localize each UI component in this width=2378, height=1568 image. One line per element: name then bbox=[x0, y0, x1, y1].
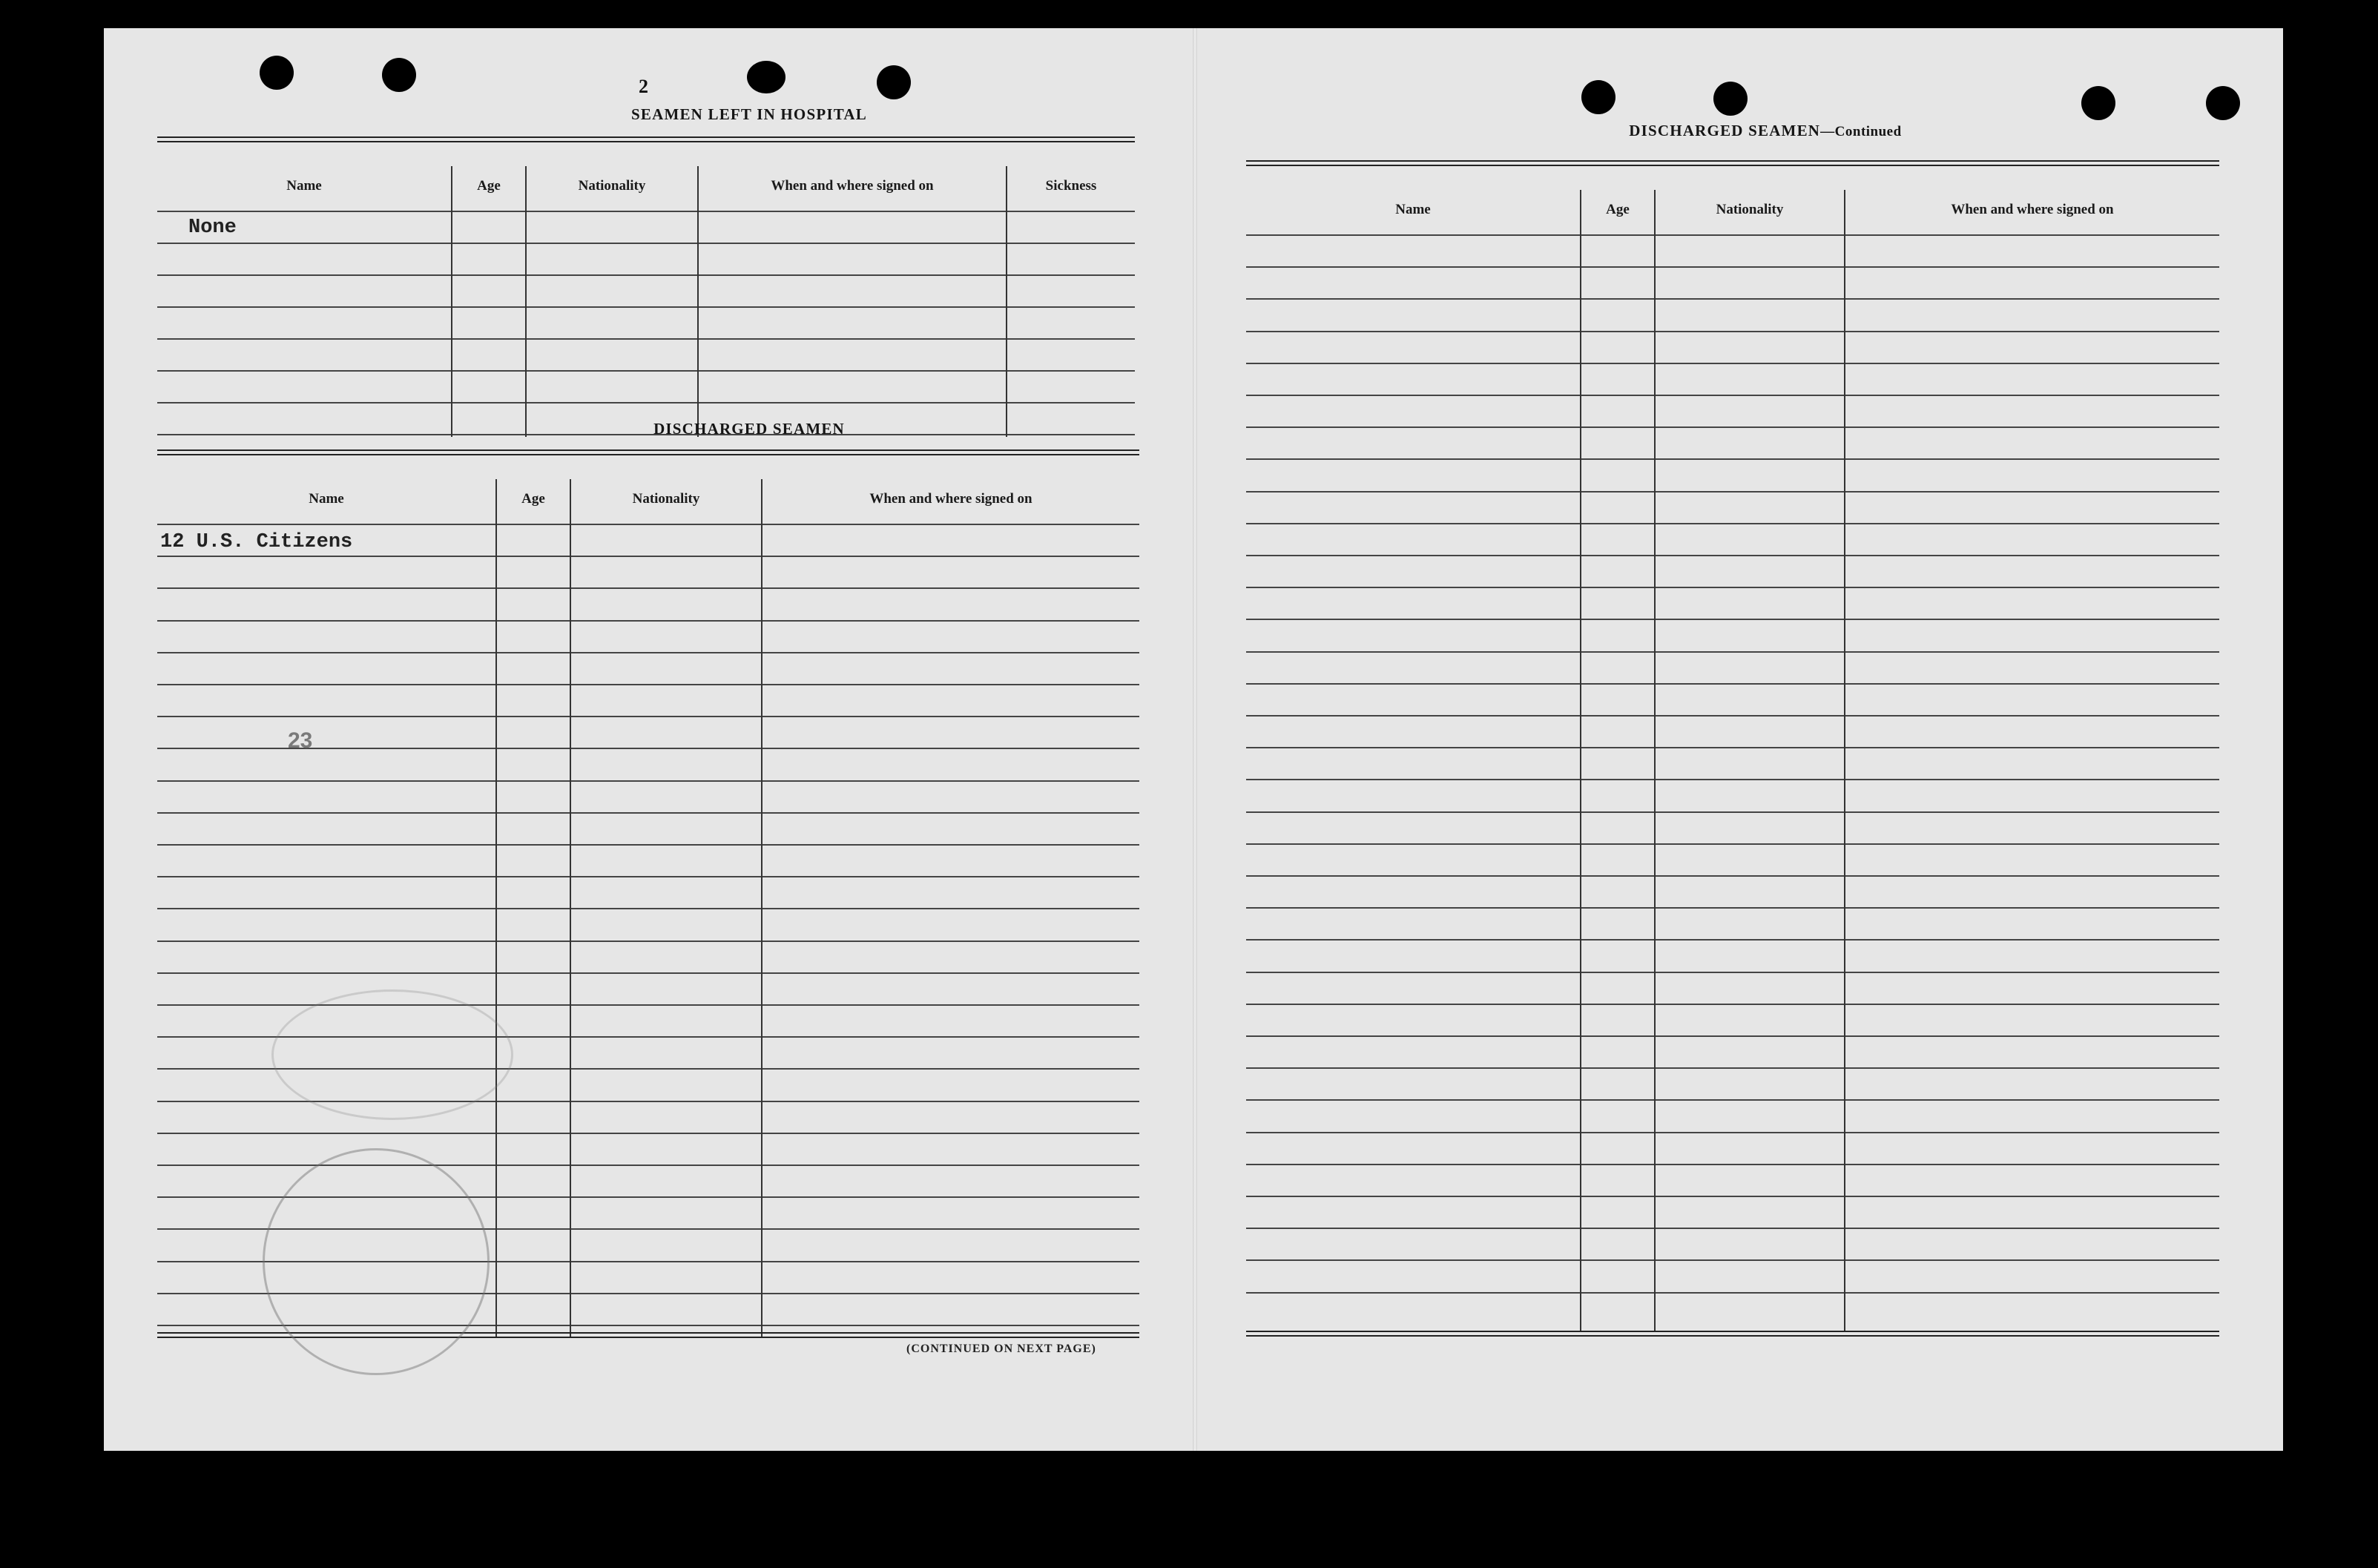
row-line bbox=[1246, 491, 2219, 493]
row-line bbox=[157, 1101, 1139, 1102]
continued-title-main: DISCHARGED SEAMEN bbox=[1629, 122, 1821, 139]
row-line bbox=[157, 908, 1139, 909]
punch-hole bbox=[747, 61, 785, 93]
row-line bbox=[157, 1133, 1139, 1134]
row-line bbox=[1246, 395, 2219, 396]
row-line bbox=[1246, 234, 2219, 236]
pencil-annotation: 23 bbox=[288, 728, 313, 753]
continued-title-suffix: —Continued bbox=[1820, 124, 1902, 139]
row-line bbox=[157, 652, 1139, 653]
continued-section-title bbox=[1276, 122, 2255, 140]
row-line bbox=[1246, 843, 2219, 845]
row-line bbox=[157, 684, 1139, 685]
row-line bbox=[1246, 1259, 2219, 1261]
row-line bbox=[1246, 426, 2219, 428]
discharged-section-title: DISCHARGED SEAMEN bbox=[653, 420, 845, 438]
row-line bbox=[157, 587, 1139, 589]
column-divider bbox=[1654, 190, 1656, 1331]
row-line bbox=[1246, 1132, 2219, 1133]
row-line bbox=[157, 338, 1135, 340]
discharged-continued-table bbox=[1246, 160, 2219, 1340]
row-line bbox=[1246, 587, 2219, 588]
row-line bbox=[157, 306, 1135, 308]
page-number: 2 bbox=[639, 76, 648, 97]
row-line bbox=[1246, 1099, 2219, 1101]
row-line bbox=[1246, 939, 2219, 941]
hospital-table bbox=[157, 136, 1135, 437]
row-line bbox=[157, 1165, 1139, 1166]
table-top-rule bbox=[157, 449, 1139, 455]
row-line bbox=[157, 556, 1139, 557]
column-header-nationality: Nationality bbox=[632, 491, 700, 507]
row-line bbox=[1246, 651, 2219, 653]
row-line bbox=[1246, 555, 2219, 556]
row-line bbox=[157, 941, 1139, 942]
table-top-rule bbox=[1246, 160, 2219, 166]
row-line bbox=[1246, 1292, 2219, 1294]
row-line bbox=[1246, 907, 2219, 909]
column-divider bbox=[495, 479, 497, 1337]
row-line bbox=[157, 402, 1135, 403]
column-header-age: Age bbox=[1606, 202, 1630, 217]
row-line bbox=[1246, 875, 2219, 877]
table-top-rule bbox=[157, 136, 1135, 142]
hospital-section-title: SEAMEN LEFT IN HOSPITAL bbox=[631, 105, 867, 123]
row-line bbox=[1246, 972, 2219, 973]
punch-hole bbox=[2081, 86, 2115, 120]
faded-stamp bbox=[271, 989, 513, 1120]
row-line bbox=[157, 716, 1139, 717]
row-line bbox=[1246, 1004, 2219, 1005]
column-header-when-where: When and where signed on bbox=[771, 178, 934, 194]
column-divider bbox=[697, 166, 699, 437]
column-header-age: Age bbox=[521, 491, 545, 507]
row-line bbox=[157, 243, 1135, 244]
hospital-name-cell: None bbox=[188, 217, 237, 239]
punch-hole bbox=[2206, 86, 2240, 120]
row-line bbox=[1246, 619, 2219, 620]
row-line bbox=[157, 876, 1139, 877]
punch-hole bbox=[260, 56, 294, 90]
faded-stamp bbox=[263, 1148, 490, 1375]
row-line bbox=[1246, 811, 2219, 813]
column-divider bbox=[1844, 190, 1845, 1331]
column-header-age: Age bbox=[477, 178, 501, 194]
punch-hole bbox=[1581, 80, 1615, 114]
column-header-nationality: Nationality bbox=[578, 178, 646, 194]
row-line bbox=[157, 620, 1139, 622]
row-line bbox=[1246, 747, 2219, 748]
column-divider bbox=[451, 166, 452, 437]
row-line bbox=[1246, 779, 2219, 780]
row-line bbox=[1246, 331, 2219, 332]
page-fold bbox=[1193, 28, 1197, 1451]
row-line bbox=[157, 1004, 1139, 1006]
row-line bbox=[1246, 683, 2219, 685]
document-sheet bbox=[104, 28, 2283, 1451]
row-line bbox=[1246, 1067, 2219, 1069]
column-header-name: Name bbox=[309, 491, 344, 507]
column-header-nationality: Nationality bbox=[1716, 202, 1784, 217]
column-divider bbox=[525, 166, 527, 437]
continued-note: (CONTINUED ON NEXT PAGE) bbox=[906, 1343, 1096, 1355]
row-line bbox=[157, 211, 1135, 212]
row-line bbox=[157, 844, 1139, 846]
row-line bbox=[1246, 266, 2219, 268]
row-line bbox=[157, 524, 1139, 525]
column-header-name: Name bbox=[286, 178, 322, 194]
punch-hole bbox=[382, 58, 416, 92]
row-line bbox=[157, 972, 1139, 974]
column-divider bbox=[570, 479, 571, 1337]
row-line bbox=[157, 812, 1139, 814]
row-line bbox=[1246, 1035, 2219, 1037]
row-line bbox=[1246, 1228, 2219, 1229]
column-divider bbox=[1580, 190, 1581, 1331]
discharged-name-cell: 12 U.S. Citizens bbox=[160, 531, 353, 553]
column-header-when-where: When and where signed on bbox=[869, 491, 1032, 507]
column-header-sickness: Sickness bbox=[1045, 178, 1097, 194]
column-divider bbox=[1006, 166, 1007, 437]
row-line bbox=[1246, 523, 2219, 524]
table-bottom-rule bbox=[1246, 1331, 2219, 1337]
column-header-name: Name bbox=[1395, 202, 1431, 217]
row-line bbox=[1246, 363, 2219, 364]
punch-hole bbox=[877, 65, 911, 99]
row-line bbox=[157, 780, 1139, 782]
row-line bbox=[1246, 298, 2219, 300]
column-header-when-where: When and where signed on bbox=[1951, 202, 2114, 217]
row-line bbox=[1246, 715, 2219, 717]
row-line bbox=[157, 370, 1135, 372]
row-line bbox=[1246, 1196, 2219, 1197]
column-divider bbox=[761, 479, 763, 1337]
row-line bbox=[1246, 1164, 2219, 1165]
punch-hole bbox=[1713, 82, 1748, 116]
row-line bbox=[1246, 458, 2219, 460]
row-line bbox=[157, 274, 1135, 276]
